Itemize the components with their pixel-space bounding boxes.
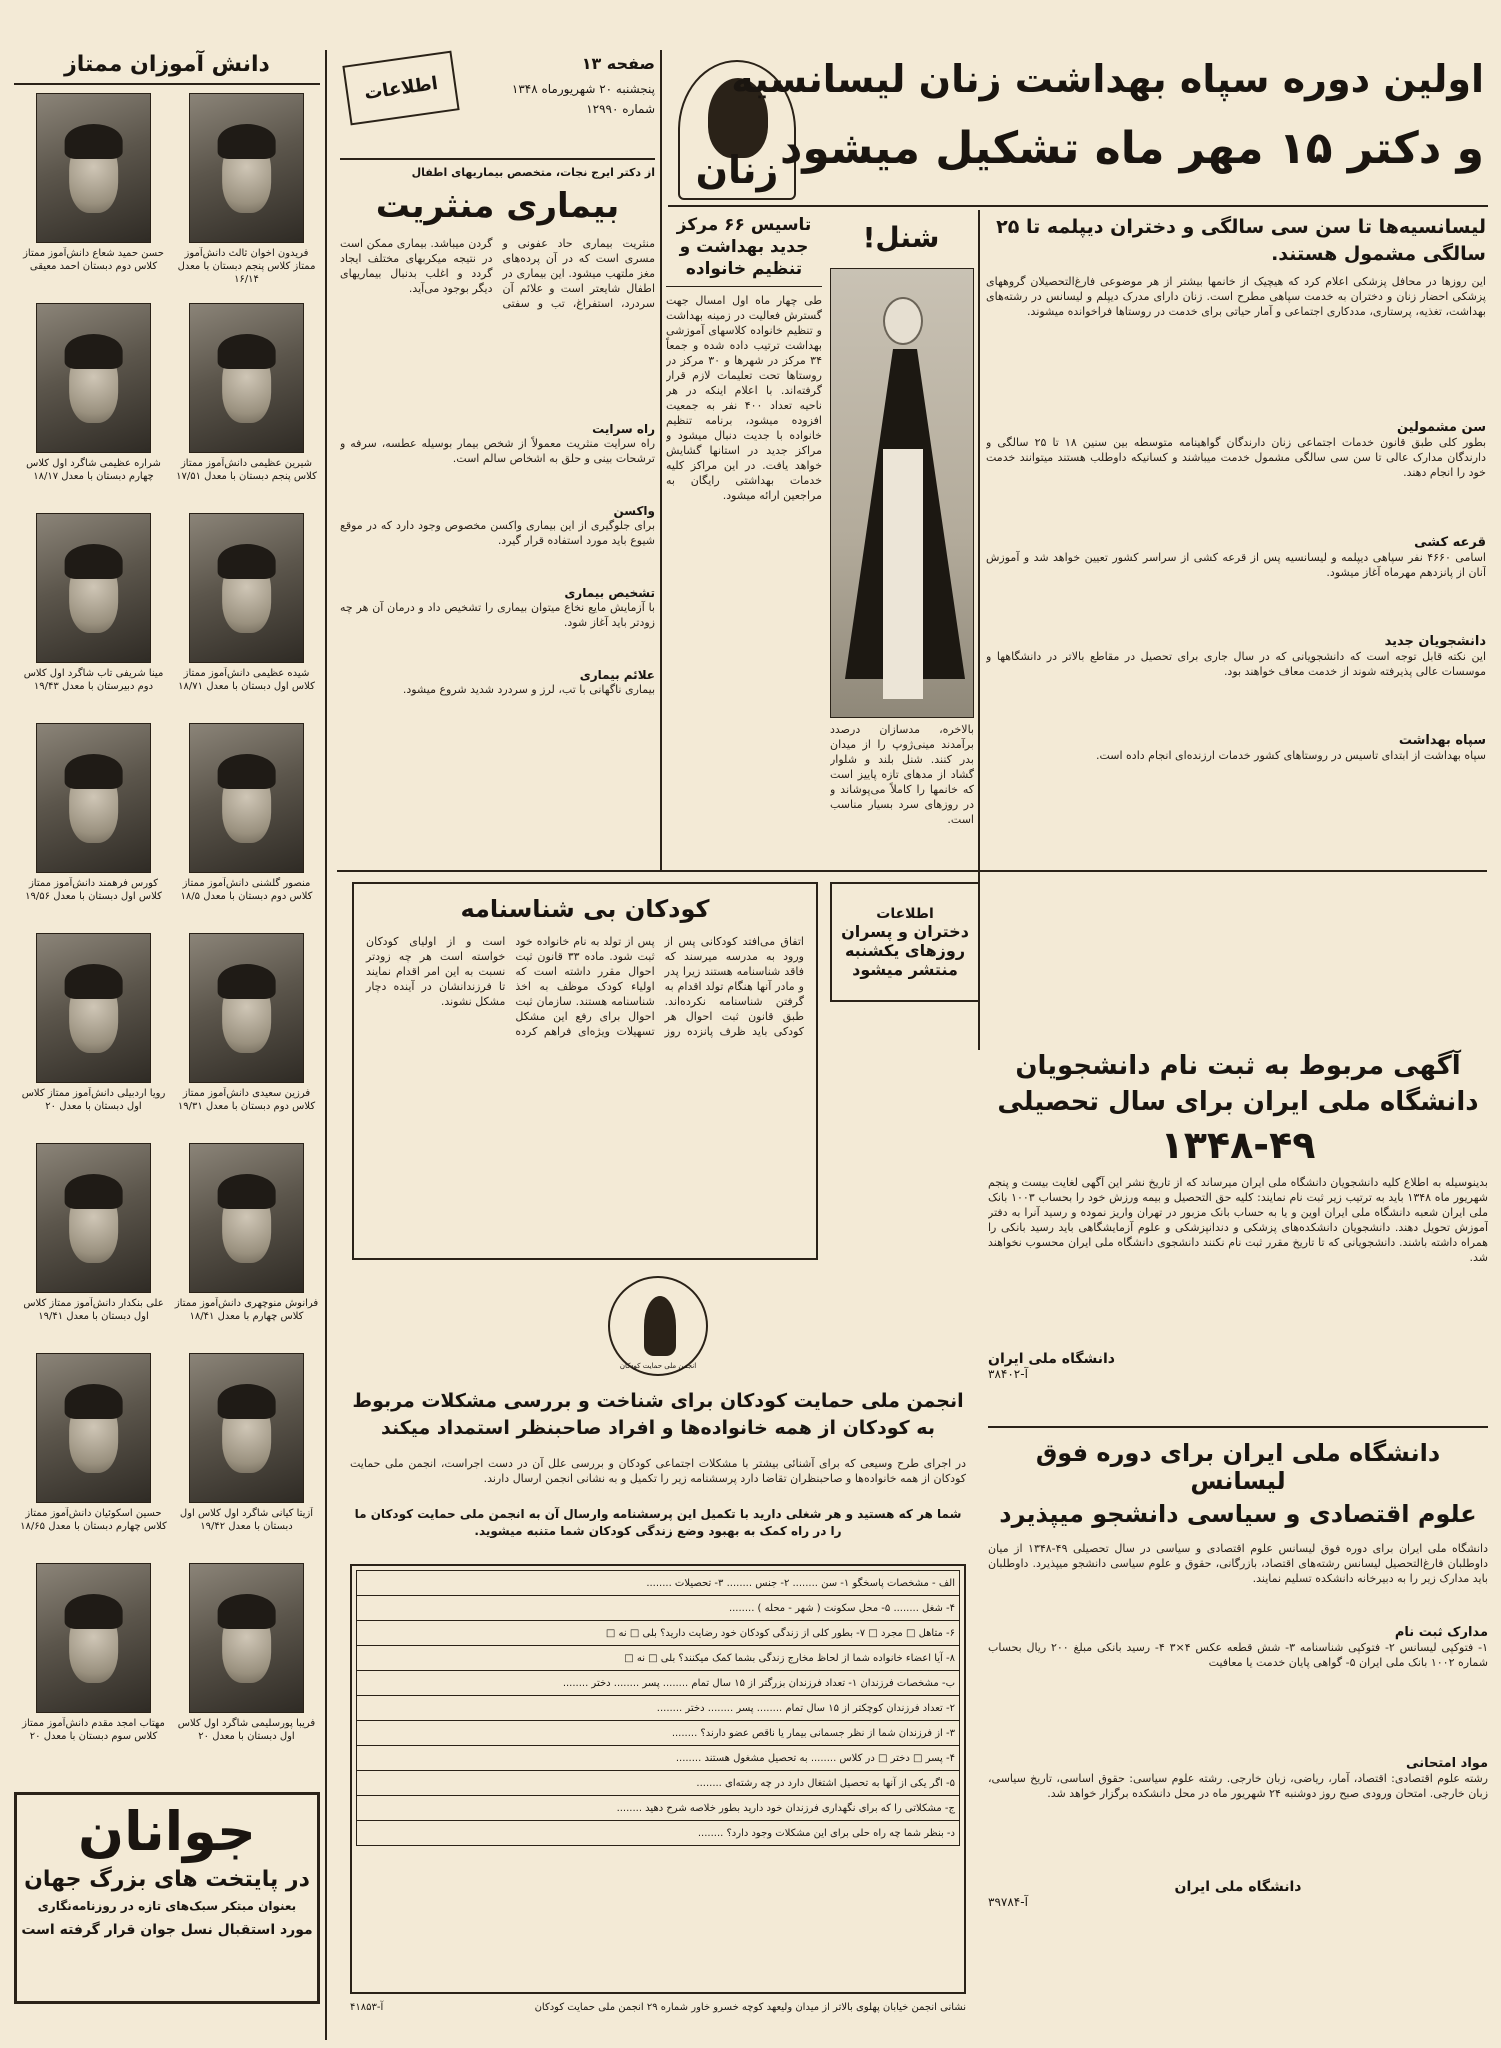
student-caption: فریدون اخوان ثالث دانش‌آموز ممتاز کلاس پنجم دبستان با معدل ۱۶/۱۴ (177, 248, 316, 286)
masthead (340, 52, 655, 160)
registration-code: آ-۳۸۴۰۲ (988, 1367, 1028, 1382)
meningitis-sub-vaccine: واکسن (613, 504, 655, 519)
column-rule-mid (660, 50, 662, 870)
student-card (173, 933, 320, 1137)
questionnaire-cell: ۶- متاهل □ مجرد □ ۷- بطور کلی از زندگی کودکان خود رضایت دارید؟ بلی □ نه □ (357, 1621, 960, 1646)
student-photo (36, 723, 151, 873)
questionnaire-row (357, 1621, 960, 1646)
student-card (20, 723, 167, 927)
student-hair-icon (217, 754, 276, 790)
fashion-photo (830, 268, 974, 718)
questionnaire-row (357, 1571, 960, 1596)
questionnaire-row (357, 1596, 960, 1621)
masters-docs-title: مدارک ثبت نام (1394, 1624, 1488, 1640)
questionnaire-table (356, 1570, 960, 1846)
student-photo (36, 93, 151, 243)
student-card (20, 1563, 167, 1767)
student-caption: فرزین سعیدی دانش‌آموز ممتاز کلاس دوم دبستان با معدل ۱۹/۳۱ (177, 1088, 316, 1113)
questionnaire-row (357, 1746, 960, 1771)
sunday-notice-line2: روزهای یکشنبه (844, 940, 966, 960)
student-card (20, 933, 167, 1137)
kids-title: کودکان بی شناسنامه (460, 895, 710, 923)
student-hair-icon (217, 964, 276, 1000)
health-centers-body: طی چهار ماه اول امسال جهت گسترش فعالیت در زمینه بهداشت و تنظیم خانواده کلاسهای آموزشی بهداشت ترتیب داده شده و جمعاً ۳۴ مرکز در شهرها و ۳۰ مرکز در روستاها تحت تعلیمات لازم قرار گرفته‌اند. با اعلام اینکه در هر ناحیه تعداد ۴۰۰ نفر به جمعیت افزوده میشود، برنامه تنظیم خانواده با جدیت دنبال میشود و مراکز جدید در استانها گشایش خواهد یافت. در این مراکز کلیه خدمات بهداشتی رایگان به مراجعین ارائه میشود. (666, 294, 822, 502)
masters-body: دانشگاه ملی ایران برای دوره فوق لیسانس علوم اقتصادی و سیاسی در سال تحصیلی ۴۹-۱۳۴۸ از میان داوطلبان فارغ‌التحصیل لیسانس رشته‌های اقتصاد، بازرگانی، حقوق و علوم سیاسی دانشجو میپذیرد. داوطلبان باید مدارک زیر را به دبیرخانه دانشکده تسلیم نمایند. (988, 1541, 1488, 1585)
main-sub-lottery-body: اسامی ۴۶۶۰ نفر سپاهی دیپلمه و لیسانسیه پس از قرعه کشی از سراسر کشور تعیین خواهد شد و آموزش آنان از پانزدهم مهرماه آغاز میشود. (986, 551, 1486, 579)
zanan-logo-text: زنان (695, 148, 779, 192)
student-card (20, 303, 167, 507)
child-protection-address: نشانی انجمن خیابان پهلوی بالاتر از میدان ولیعهد کوچه خسرو خاور شماره ۲۹ انجمن ملی حمایت کودکان (534, 2002, 966, 2013)
main-headline-line2: و دکتر ۱۵ مهر ماه تشکیل میشود (779, 123, 1484, 174)
student-caption: رویا اردبیلی دانش‌آموز ممتاز کلاس اول دبستان با معدل ۲۰ (21, 1088, 166, 1113)
meningitis-sub-diagnosis-body: با آزمایش مایع نخاع میتوان بیماری را تشخیص داد و درمان آن هر چه زودتر باید آغاز شود. (340, 601, 655, 630)
fashion-title: شنل! (862, 221, 940, 254)
student-caption: فرانوش منوچهری دانش‌آموز ممتاز کلاس چهارم با معدل ۱۸/۴۱ (174, 1298, 319, 1323)
questionnaire-cell: ۲- تعداد فرزندان کوچکتر از ۱۵ سال تمام ........ پسر ........ دختر ........ (357, 1696, 960, 1721)
student-photo (189, 93, 304, 243)
student-hair-icon (217, 1174, 276, 1210)
meningitis-title: بیماری منثریت (375, 186, 620, 226)
health-centers-title: تاسیس ۶۶ مرکز جدید بهداشت و تنظیم خانواده (666, 214, 822, 287)
student-hair-icon (64, 1384, 123, 1420)
meningitis-sub-transmission-body: راه سرایت منثریت معمولاً از شخص بیمار بوسیله عطسه، سرفه و ترشحات بینی و حلق به اشخاص سالم است. (340, 437, 655, 466)
main-sub-age-body: بطور کلی طبق قانون خدمات اجتماعی زنان دارندگان گواهینامه متوسطه بین سنین ۱۸ تا ۲۵ سالگی و دارندگان مدارک عالی تا سن سی سالگی مشمول خدمت میباشند و کسانیکه داوطلب هستند میتوانند خدمت خود را انجام دهند. (986, 436, 1486, 479)
questionnaire-cell: ۴- پسر □ دختر □ در کلاس ........ به تحصیل مشغول هستند ........ (357, 1746, 960, 1771)
questionnaire-cell: ۵- اگر یکی از آنها به تحصیل اشتغال دارد در چه رشته‌ای ........ (357, 1771, 960, 1796)
masters-docs: ۱- فتوکپی لیسانس ۲- فتوکپی شناسنامه ۳- شش قطعه عکس ۴×۳ ۴- رسید بانکی مبلغ ۲۰۰ ریال بحساب شماره ۱۰۰۲ بانک ملی ایران ۵- گواهی پایان خدمت یا معافیت (988, 1640, 1488, 1669)
issue-number: شماره ۱۲۹۹۰ (586, 102, 655, 116)
student-photo (189, 723, 304, 873)
meningitis-sub-transmission: راه سرایت (592, 422, 655, 437)
horizontal-rule (337, 870, 1487, 872)
javanan-line2: بعنوان مبتکر سبک‌های تازه در روزنامه‌نگاری (37, 1899, 297, 1914)
questionnaire-cell: الف - مشخصات پاسخگو ۱- سن ........ ۲- جنس ........ ۳- تحصیلات ........ (357, 1571, 960, 1596)
students-column (14, 52, 320, 1782)
masters-ad (988, 1440, 1488, 2040)
questionnaire-row (357, 1721, 960, 1746)
student-caption: حسن حمید شعاع دانش‌آموز ممتاز کلاس دوم دبستان احمد معیقی (23, 248, 164, 273)
javanan-ad (14, 1792, 320, 2004)
student-hair-icon (217, 334, 276, 370)
javanan-line3: مورد استقبال نسل جوان قرار گرفته است (21, 1922, 313, 1939)
questionnaire-row (357, 1671, 960, 1696)
main-sub-corps: سپاه بهداشت (1398, 733, 1486, 748)
meningitis-article (340, 166, 655, 866)
meningitis-body: منثریت بیماری حاد عفونی و مسری است که در آن پرده‌های مغز ملتهب میشود. این بیماری در اطفال شایعتر است و علائم آن سردرد، استفراغ، تب و سفتی گردن میباشد. بیماری ممکن است در نتیجه میکربهای مختلف ایجاد گردد و اغلب بدنبال بیماریهای دیگر بوجود می‌آید. (340, 237, 655, 311)
child-protection-code: آ-۴۱۸۵۳ (350, 2002, 384, 2013)
questionnaire-cell: ۳- از فرزندان شما از نظر جسمانی بیمار یا ناقص عضو دارند؟ ........ (357, 1721, 960, 1746)
main-sub-students-body: این نکته قابل توجه است که دانشجویانی که در سال جاری برای تحصیل در مقاطع بالاتر در دانشگاهها و موسسات عالی پذیرفته شوند از خدمت معاف خواهند بود. (986, 650, 1486, 678)
student-hair-icon (64, 754, 123, 790)
student-photo (189, 1143, 304, 1293)
student-hair-icon (64, 1174, 123, 1210)
meningitis-sub-vaccine-body: برای جلوگیری از این بیماری واکسن مخصوص وجود دارد که در موقع شیوع باید مورد استفاده قرار گیرد. (340, 519, 655, 548)
students-title: دانش آموزان ممتاز (14, 52, 320, 85)
student-card (173, 1353, 320, 1557)
child-protection (340, 1270, 976, 2040)
ettelaat-logo (342, 51, 459, 126)
questionnaire-cell: ۴- شغل ........ ۵- محل سکونت ( شهر - محله ) ........ (357, 1596, 960, 1621)
questionnaire-row (357, 1796, 960, 1821)
student-caption: فریبا پورسلیمی شاگرد اول کلاس اول دبستان با معدل ۲۰ (177, 1718, 316, 1743)
sunday-notice-line1: دختران و پسران (841, 921, 969, 941)
registration-title: آگهی مربوط به ثبت نام دانشجویان (1015, 1051, 1461, 1081)
questionnaire-cell: ج- مشکلاتی را که برای نگهداری فرزندان خود دارید بطور خلاصه شرح دهید ........ (357, 1796, 960, 1821)
child-protection-title: انجمن ملی حمایت کودکان برای شناخت و بررسی مشکلات مربوط به کودکان از همه خانواده‌ها و افراد صاحبنظر استمداد میکند (352, 1390, 964, 1439)
student-card (173, 93, 320, 297)
ettelaat-logo-text: اطلاعات (362, 72, 440, 104)
model-head-icon (883, 297, 923, 345)
student-caption: شراره عظیمی شاگرد اول کلاس چهارم دبستان با معدل ۱۸/۱۷ (26, 458, 161, 483)
student-photo (36, 1353, 151, 1503)
main-headline-block (668, 52, 1488, 207)
student-caption: شیده عظیمی دانش‌آموز ممتاز کلاس اول دبستان با معدل ۱۸/۷۱ (178, 668, 315, 693)
student-card (20, 1143, 167, 1347)
student-hair-icon (217, 124, 276, 160)
sunday-notice-title: اطلاعات (876, 905, 934, 922)
sunday-notice (830, 882, 980, 1002)
student-caption: کورس فرهمند دانش‌آموز ممتاز کلاس اول دبستان با معدل ۱۹/۵۶ (25, 878, 162, 903)
student-hair-icon (64, 334, 123, 370)
mother-child-icon (644, 1296, 676, 1356)
child-protection-intro: در اجرای طرح وسیعی که برای آشنائی بیشتر با مشکلات اجتماعی کودکان و بررسی علل آن در دست اجراست، انجمن ملی حمایت کودکان از همه خانواده‌ها و صاحبنظران تقاضا دارد پرسشنامه زیر را تکمیل و به نشانی انجمن ارسال دارند. (350, 1457, 966, 1485)
questionnaire-cell: ب- مشخصات فرزندان ۱- تعداد فرزندان بزرگتر از ۱۵ سال تمام ........ پسر ........ دختر ........ (357, 1671, 960, 1696)
student-card (173, 723, 320, 927)
main-sub-students: دانشجویان جدید (1384, 634, 1486, 649)
kids-box (352, 882, 818, 1260)
student-card (173, 303, 320, 507)
main-headline-line1: اولین دوره سپاه بهداشت زنان لیسانسیه (731, 57, 1484, 101)
student-caption: مهتاب امجد مقدم دانش‌آموز ممتاز کلاس سوم دبستان با معدل ۲۰ (22, 1718, 165, 1743)
student-caption: علی بنکدار دانش‌آموز ممتاز کلاس اول دبستان با معدل ۱۹/۴۱ (23, 1298, 164, 1323)
student-photo (189, 1563, 304, 1713)
health-centers (666, 214, 822, 864)
model-trousers-icon (883, 449, 923, 699)
student-photo (189, 933, 304, 1083)
questionnaire-cell: د- بنظر شما چه راه حلی برای این مشکلات وجود دارد؟ ........ (357, 1821, 960, 1846)
student-photo (36, 303, 151, 453)
masters-title1: دانشگاه ملی ایران برای دوره فوق لیسانس (1035, 1439, 1441, 1495)
main-sub-age: سن مشمولین (1396, 420, 1486, 435)
student-hair-icon (64, 964, 123, 1000)
main-sub-lottery: قرعه کشی (1414, 535, 1486, 550)
registration-sign: دانشگاه ملی ایران (988, 1351, 1115, 1368)
main-article-deck: لیسانسیه‌ها تا سن سی سالگی و دختران دیپلمه تا ۲۵ سالگی مشمول هستند. (996, 216, 1486, 265)
meningitis-sub-diagnosis: تشخیص بیماری (564, 586, 655, 601)
students-grid (14, 93, 320, 1773)
student-caption: حسین اسکوئیان دانش‌آموز ممتاز کلاس چهارم دبستان با معدل ۱۸/۶۵ (20, 1508, 167, 1533)
questionnaire-row (357, 1696, 960, 1721)
student-card (20, 1353, 167, 1557)
student-photo (36, 933, 151, 1083)
kids-body: اتفاق می‌افتد کودکانی پس از ورود به مدرسه میرسند که فاقد شناسنامه هستند زیرا پدر و مادر آنها هنگام تولد اقدام به گرفتن شناسنامه نکرده‌اند. طبق قانون ثبت احوال هر کودکی باید ظرف پانزده روز پس از تولد به نام خانواده خود ثبت شود. ماده ۳۳ قانون ثبت احوال مقرر داشته است که اولیاء کودک موظف به اخذ شناسنامه هستند. سازمان ثبت احوال برای رفع این مشکل تسهیلات ویژه‌ای فراهم کرده است و از اولیای کودکان خواسته است هر چه زودتر نسبت به این امر اقدام نمایند تا فرزندانشان در آینده دچار مشکل نشوند. (366, 934, 804, 1038)
meningitis-sub-symptoms: علائم بیماری (579, 668, 655, 683)
student-hair-icon (64, 1594, 123, 1630)
student-hair-icon (217, 544, 276, 580)
student-caption: مینا شریفی تاب شاگرد اول کلاس دوم دبیرستان با معدل ۱۹/۴۳ (23, 668, 164, 693)
registration-body: بدینوسیله به اطلاع کلیه دانشجویان دانشگاه ملی ایران میرساند که از تاریخ نشر این آگهی لغایت بیست و پنجم شهریور ماه ۱۳۴۸ باید به ترتیب زیر ثبت نام نمایند: کلیه حق التحصیل و بیمه ورزش خود را بحساب ۱۰۰۳ بانک ملی ایران شعبه دانشگاه ملی ایران اوین و یا به حساب بانک مزبور در تهران واریز نموده و رسید آنرا به دفتر آموزش تحویل دهند. دانشجویان دانشکده‌های پزشکی و دندانپزشکی و علوم آزمایشگاهی باید رسید بانکی را همراه داشته باشند. دانشجویانی که تا تاریخ مقرر ثبت نام نکنند دانشجوی دانشگاه ملی ایران محسوب نخواهند شد. (988, 1176, 1488, 1265)
student-photo (36, 1143, 151, 1293)
seal-text: انجمن ملی حمایت کودکان (619, 1362, 697, 1370)
issue-date: پنجشنبه ۲۰ شهریورماه ۱۳۴۸ (511, 82, 655, 96)
student-card (20, 93, 167, 297)
registration-subtitle: دانشگاه ملی ایران برای سال تحصیلی (997, 1086, 1479, 1117)
registration-year: ۱۳۴۸-۴۹ (1160, 1122, 1316, 1167)
questionnaire-row (357, 1771, 960, 1796)
meningitis-byline: از دکتر ایرج نجات، متخصص بیماریهای اطفال (411, 166, 655, 179)
student-photo (189, 303, 304, 453)
main-article-body: این روزها در محافل پزشکی اعلام کرد که هیچیک از خانمها بیشتر از هر موضوعی فارغ‌التحصیلان گروههای پزشکی احضار زنان و دختران به خدمت سپاهی مطرح است. زنان دارای مدرک دیپلم و لیسانس در رشته‌های بهداشت، تغذیه، پرستاری، مددکاری اجتماعی و آمار حیاتی برای خدمت در روستاها فراخوانده میشوند. (986, 275, 1486, 318)
student-photo (189, 1353, 304, 1503)
column-rule-left (325, 50, 327, 2040)
javanan-brand: جوانان (78, 1800, 256, 1863)
main-sub-corps-body: سپاه بهداشت از ابتدای تاسیس در روستاهای کشور خدمات ارزنده‌ای انجام داده است. (1095, 749, 1486, 762)
masters-exam-title: مواد امتحانی (1406, 1755, 1488, 1771)
student-caption: شیرین عظیمی دانش‌آموز ممتاز کلاس پنجم دبستان با معدل ۱۷/۵۱ (176, 458, 317, 483)
child-protection-seal (608, 1276, 708, 1376)
student-caption: منصور گلشنی دانش‌آموز ممتاز کلاس دوم دبستان با معدل ۱۸/۵ (180, 878, 313, 903)
student-caption: آزیتا کیانی شاگرد اول کلاس اول دبستان با معدل ۱۹/۴۲ (179, 1508, 314, 1533)
page-label: صفحه ۱۳ (581, 54, 655, 73)
questionnaire-cell: ۸- آیا اعضاء خانواده شما از لحاظ مخارج زندگی بشما کمک میکنند؟ بلی □ نه □ (357, 1646, 960, 1671)
student-card (20, 513, 167, 717)
student-card (173, 1143, 320, 1347)
sunday-notice-line3: منتشر میشود (852, 959, 958, 979)
student-hair-icon (64, 544, 123, 580)
student-hair-icon (64, 124, 123, 160)
main-article (986, 214, 1486, 864)
student-hair-icon (217, 1384, 276, 1420)
student-card (173, 1563, 320, 1767)
student-photo (36, 1563, 151, 1713)
masters-code: آ-۳۹۷۸۴ (988, 1894, 1028, 1909)
registration-ad (988, 1048, 1488, 1428)
masters-sign: دانشگاه ملی ایران (1174, 1878, 1302, 1895)
student-hair-icon (217, 1594, 276, 1630)
javanan-line1: در پایتخت های بزرگ جهان (24, 1867, 310, 1893)
masters-title2: علوم اقتصادی و سیاسی دانشجو میپذیرد (999, 1500, 1477, 1529)
questionnaire-row (357, 1646, 960, 1671)
student-photo (36, 513, 151, 663)
student-photo (189, 513, 304, 663)
student-card (173, 513, 320, 717)
masters-exam-body: رشته علوم اقتصادی: اقتصاد، آمار، ریاضی، زبان خارجی. رشته علوم سیاسی: حقوق اساسی، تاریخ سیاسی، زبان خارجی. امتحان ورودی صبح روز دوشنبه ۲۴ شهریور ماه در محل دانشکده برگزار خواهد شد. (988, 1771, 1488, 1800)
questionnaire-form (350, 1564, 966, 1994)
meningitis-sub-symptoms-body: بیماری ناگهانی با تب، لرز و سردرد شدید شروع میشود. (402, 683, 655, 697)
child-protection-bold: شما هر که هستید و هر شغلی دارید با تکمیل این پرسشنامه وارسال آن به انجمن ملی حمایت کودکان ما را در راه کمک به بهبود وضع زندگی کودکان شما متنبه میشوید. (354, 1507, 962, 1538)
fashion-caption: بالاخره، مدسازان درصدد برآمدند مینی‌ژوپ را از میدان بدر کنند. شنل بلند و شلوار گشاد از مدهای تازه پاییز است که خانمها را کاملاً می‌پوشاند و در روزهای سرد بسیار مناسب است. (830, 723, 974, 826)
questionnaire-row (357, 1821, 960, 1846)
